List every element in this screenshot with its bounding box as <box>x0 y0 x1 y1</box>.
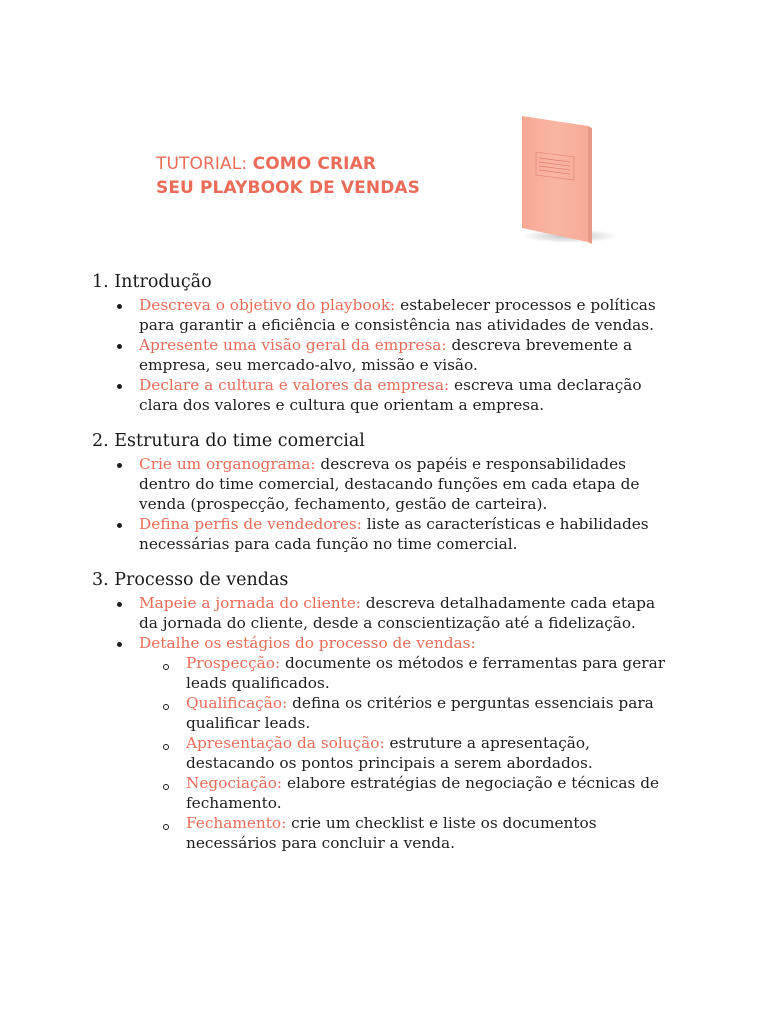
list-item <box>139 514 672 554</box>
item-text: documente os métodos e ferramentas para gerar leads qualificados. <box>186 654 666 692</box>
sub-bullet-list <box>139 653 672 853</box>
title-strong-1: COMO CRIAR <box>252 154 377 174</box>
sub-list-item <box>186 653 672 693</box>
list-item <box>139 375 672 415</box>
sub-list-item <box>186 733 672 773</box>
section-heading: 3. Processo de vendas <box>92 570 289 590</box>
section-heading: 2. Estrutura do time comercial <box>92 431 365 451</box>
item-text: estabelecer processos e políticas para garantir a eficiência e consistência nas atividades de vendas. <box>139 296 656 334</box>
item-label: Qualificação: <box>186 694 288 712</box>
bullet-list <box>92 454 672 554</box>
section-estrutura <box>92 429 672 554</box>
item-label: Declare a cultura e valores da empresa: <box>139 376 450 394</box>
title-lead: TUTORIAL: <box>156 154 253 174</box>
bullet-list <box>92 593 672 853</box>
item-text: elabore estratégias de negociação e técnicas de fechamento. <box>186 774 660 812</box>
list-item <box>139 633 672 853</box>
item-label: Crie um organograma: <box>139 455 316 473</box>
notebook-cover <box>522 116 588 242</box>
item-label: Fechamento: <box>186 814 287 832</box>
list-item <box>139 295 672 335</box>
item-text: crie um checklist e liste os documentos necessários para concluir a venda. <box>186 814 597 852</box>
item-label: Defina perfis de vendedores: <box>139 515 362 533</box>
bullet-list <box>92 295 672 415</box>
sub-list-item <box>186 773 672 813</box>
sub-list-item <box>186 693 672 733</box>
item-text: estruture a apresentação, destacando os pontos principais a serem abordados. <box>186 734 593 772</box>
item-label: Apresente uma visão geral da empresa: <box>139 336 447 354</box>
item-label: Mapeie a jornada do cliente: <box>139 594 361 612</box>
item-label: Prospecção: <box>186 654 281 672</box>
section-introducao <box>92 270 672 415</box>
notebook-spine <box>588 126 592 244</box>
item-text: descreva os papéis e responsabilidades dentro do time comercial, destacando funções em cada etapa de venda (prospecção, fechamento, gestão de carteira). <box>139 455 640 513</box>
page-title <box>156 152 420 200</box>
item-label: Apresentação da solução: <box>186 734 385 752</box>
list-item <box>139 593 672 633</box>
item-text: defina os critérios e perguntas essenciais para qualificar leads. <box>186 694 654 732</box>
item-text: escreva uma declaração clara dos valores e cultura que orientam a empresa. <box>139 376 642 414</box>
notebook-illustration <box>512 110 622 250</box>
list-item <box>139 335 672 375</box>
title-line-1 <box>156 152 420 176</box>
title-line-2: SEU PLAYBOOK DE VENDAS <box>156 178 421 198</box>
item-text: descreva detalhadamente cada etapa da jornada do cliente, desde a conscientização até a fidelização. <box>139 594 656 632</box>
item-label: Detalhe os estágios do processo de vendas: <box>139 634 476 652</box>
section-processo <box>92 568 672 853</box>
item-label: Negociação: <box>186 774 283 792</box>
content <box>92 270 672 867</box>
item-text: liste as características e habilidades necessárias para cada função no time comercial. <box>139 515 649 553</box>
sub-list-item <box>186 813 672 853</box>
item-label: Descreva o objetivo do playbook: <box>139 296 396 314</box>
section-heading: 1. Introdução <box>92 272 212 292</box>
item-text: descreva brevemente a empresa, seu mercado-alvo, missão e visão. <box>139 336 633 374</box>
list-item <box>139 454 672 514</box>
